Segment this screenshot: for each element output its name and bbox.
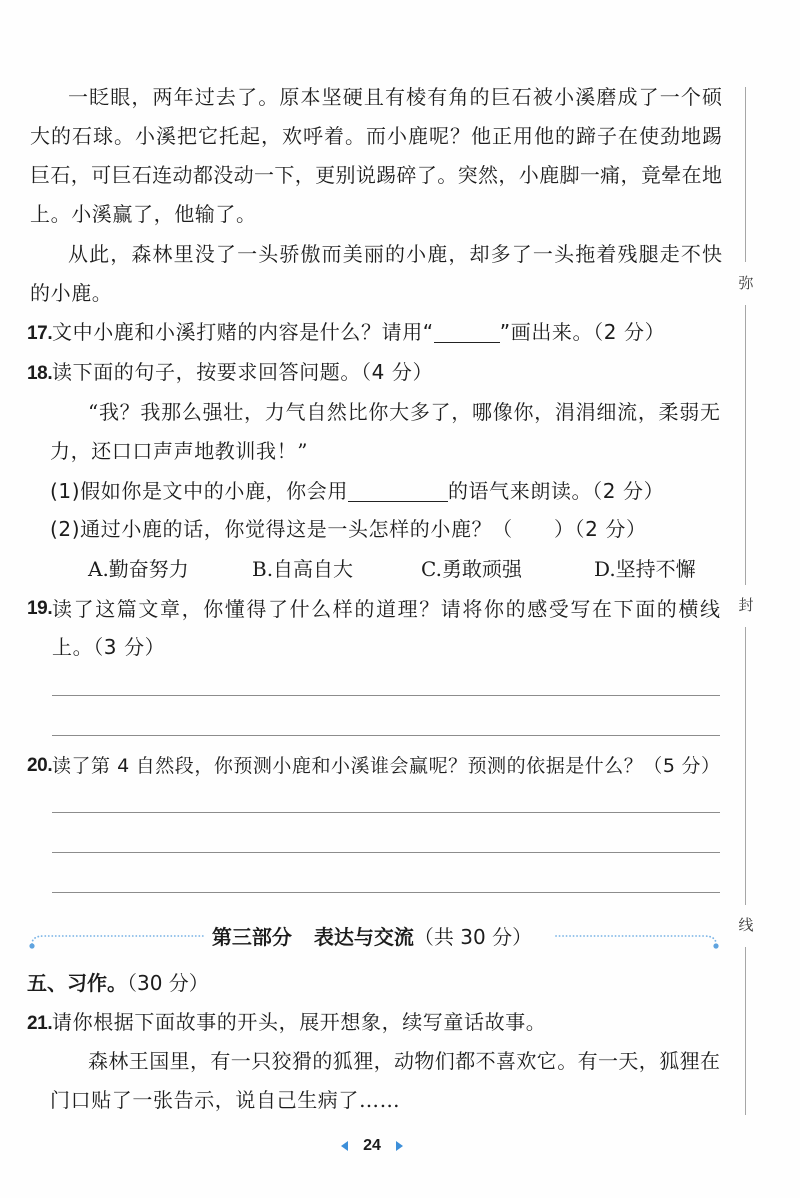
question-number: 18. — [27, 363, 53, 384]
quote-line: 力，还口口声声地教训我！” — [50, 439, 309, 463]
question-number: 20. — [27, 755, 53, 776]
passage-line: 上。小溪赢了，他输了。 — [30, 202, 257, 226]
section-heading-text: 五、习作。 — [27, 971, 127, 995]
section-part: 第三部分 — [211, 925, 292, 949]
right-triangle-icon — [396, 1141, 403, 1151]
quote-line: “我？我那么强壮，力气自然比你大多了，哪像你，涓涓细流，柔弱无 — [88, 400, 720, 424]
answer-line — [52, 892, 720, 893]
question-text: 读了第 4 自然段，你预测小鹿和小溪谁会赢呢？预测的依据是什么？（5 分） — [52, 755, 720, 777]
sub-question-text: 的语气来朗读。（2 分） — [447, 479, 665, 503]
story-line: 森林王国里，有一只狡猾的狐狸，动物们都不喜欢它。有一天，狐狸在 — [88, 1049, 720, 1073]
sub-question-label: (1) — [50, 479, 81, 503]
sub-question-label: (2) — [50, 517, 81, 541]
passage-line: 巨石，可巨石连动都没动一下，更别说踢碎了。突然，小鹿脚一痛，竟晕在地 — [30, 163, 722, 187]
answer-underline — [434, 326, 500, 343]
sub-question-1 — [50, 479, 664, 503]
question-number: 17. — [27, 323, 53, 344]
section-score: （共 30 分） — [413, 925, 533, 949]
divider-end-dot-left — [29, 943, 34, 948]
left-triangle-icon — [341, 1141, 348, 1151]
section-score: （30 分） — [127, 971, 209, 995]
question-17 — [27, 320, 665, 344]
sub-question-2 — [50, 517, 647, 541]
option-b: B.自高自大 — [252, 557, 354, 581]
question-text: 文中小鹿和小溪打赌的内容是什么？请用“ — [52, 320, 434, 344]
question-text: 请你根据下面故事的开头，展开想象，续写童话故事。 — [52, 1010, 547, 1034]
answer-line — [52, 695, 720, 696]
option-c: C.勇敢顽强 — [421, 557, 522, 581]
binding-label: 弥 — [738, 274, 754, 292]
question-text: ”画出来。（2 分） — [499, 320, 666, 344]
question-number: 19. — [27, 598, 53, 619]
binding-label: 线 — [738, 916, 754, 934]
divider-end-dot-right — [713, 943, 718, 948]
option-d: D.坚持不懈 — [594, 557, 696, 581]
passage-line: 从此，森林里没了一头骄傲而美丽的小鹿，却多了一头拖着残腿走不快 — [68, 242, 722, 266]
answer-underline — [348, 485, 448, 502]
passage-line: 大的石球。小溪把它托起，欢呼着。而小鹿呢？他正用他的蹄子在使劲地踢 — [30, 124, 722, 148]
question-19-stem — [27, 597, 720, 621]
sub-question-text: 假如你是文中的小鹿，你会用 — [80, 479, 348, 503]
choice-options — [0, 557, 800, 581]
question-20-stem — [27, 754, 720, 778]
question-number: 21. — [27, 1013, 53, 1034]
answer-line — [52, 852, 720, 853]
page-number: 24 — [363, 1137, 381, 1154]
question-text: 读了这篇文章，你懂得了什么样的道理？请将你的感受写在下面的横线 — [52, 597, 720, 621]
question-18-stem — [27, 360, 433, 384]
binding-line — [745, 627, 746, 905]
question-21-stem — [27, 1010, 546, 1034]
sub-question-text: 通过小鹿的话，你觉得这是一头怎样的小鹿？（ ）（2 分） — [80, 517, 647, 541]
binding-line — [745, 87, 746, 262]
question-text: 上。（3 分） — [52, 635, 166, 659]
passage-line: 的小鹿。 — [30, 281, 113, 305]
answer-line — [52, 735, 720, 736]
passage-line: 一眨眼，两年过去了。原本坚硬且有棱有角的巨石被小溪磨成了一个硕 — [68, 85, 722, 109]
section-title — [200, 925, 544, 949]
divider-dots-right — [556, 936, 716, 944]
binding-label: 封 — [738, 596, 754, 614]
option-a: A.勤奋努力 — [88, 557, 189, 581]
story-line: 门口贴了一张告示，说自己生病了…… — [50, 1088, 401, 1112]
answer-line — [52, 812, 720, 813]
binding-line — [745, 947, 746, 1115]
section-name: 表达与交流 — [313, 925, 414, 949]
question-text: 读下面的句子，按要求回答问题。（4 分） — [52, 360, 434, 384]
divider-dots-left — [32, 936, 203, 944]
binding-line — [745, 305, 746, 585]
section-5-heading — [27, 971, 209, 995]
